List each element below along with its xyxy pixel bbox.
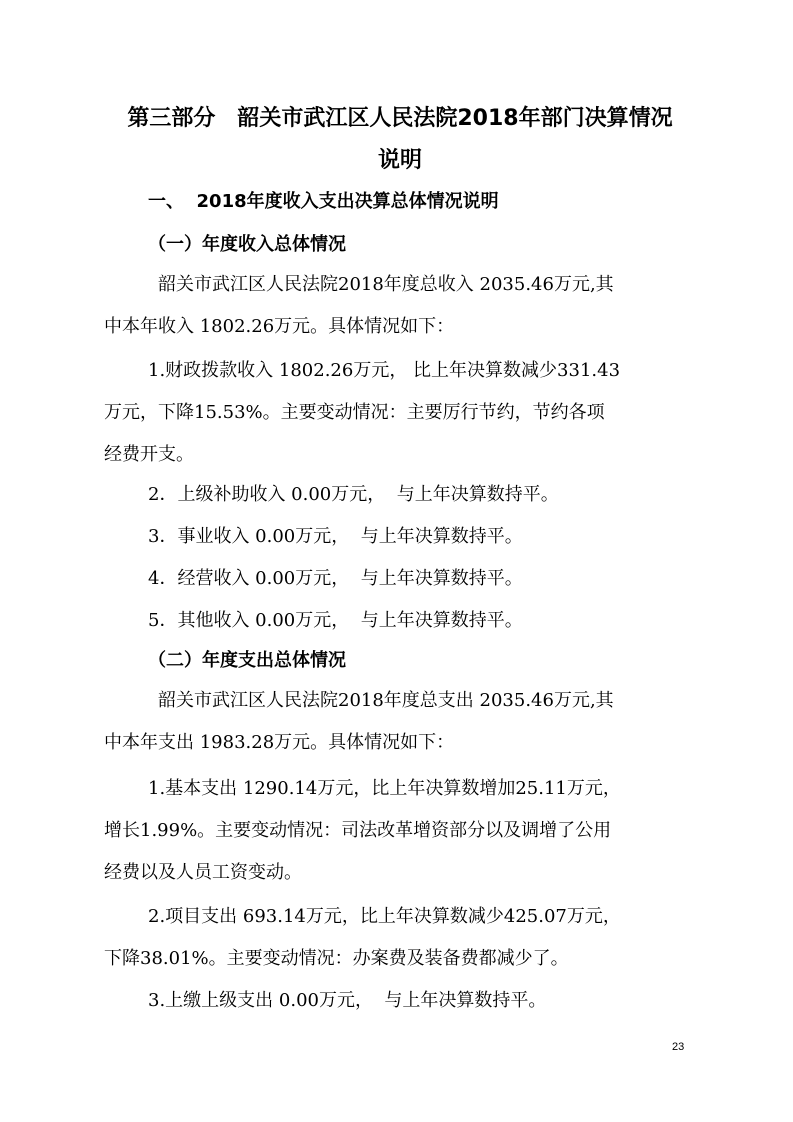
income-item2: 2．上级补助收入 0.00万元， 与上年决算数持平。 — [148, 484, 559, 505]
income-item4: 4．经营收入 0.00万元， 与上年决算数持平。 — [148, 568, 523, 589]
expenditure-summary-line2: 中本年支出 1983.28万元。具体情况如下： — [104, 732, 455, 753]
expenditure-summary-line1: 韶关市武江区人民法院2018年度总支出 2035.46万元,其 — [158, 690, 614, 711]
expenditure-heading: （二）年度支出总体情况 — [148, 650, 346, 671]
expenditure-item1-line3: 经费以及人员工资变动。 — [104, 862, 302, 883]
income-item1-line3: 经费开支。 — [104, 444, 194, 465]
document-title-line1: 第三部分 韶关市武江区人民法院2018年部门决算情况 — [127, 106, 673, 131]
section1-heading: 一、 2018年度收入支出决算总体情况说明 — [148, 191, 499, 212]
income-item3: 3．事业收入 0.00万元， 与上年决算数持平。 — [148, 526, 523, 547]
income-heading: （一）年度收入总体情况 — [148, 234, 346, 255]
document-title-line2: 说明 — [377, 148, 422, 173]
expenditure-item1-line2: 增长1.99%。主要变动情况：司法改革增资部分以及调增了公用 — [104, 820, 612, 841]
expenditure-item2-line1: 2.项目支出 693.14万元，比上年决算数减少425.07万元， — [148, 906, 621, 927]
income-item5: 5．其他收入 0.00万元， 与上年决算数持平。 — [148, 610, 523, 631]
income-item1-line2: 万元，下降15.53%。主要变动情况：主要厉行节约，节约各项 — [104, 402, 605, 423]
expenditure-item1-line1: 1.基本支出 1290.14万元，比上年决算数增加25.11万元， — [148, 778, 621, 799]
page-number: 23 — [672, 1041, 685, 1053]
income-item1-line1: 1.财政拨款收入 1802.26万元， 比上年决算数减少331.43 — [148, 360, 621, 381]
expenditure-item2-line2: 下降38.01%。主要变动情况：办案费及装备费都减少了。 — [104, 948, 569, 969]
income-summary-line1: 韶关市武江区人民法院2018年度总收入 2035.46万元,其 — [158, 274, 614, 295]
income-summary-line2: 中本年收入 1802.26万元。具体情况如下： — [104, 316, 455, 337]
expenditure-item3: 3.上缴上级支出 0.00万元， 与上年决算数持平。 — [148, 990, 547, 1011]
